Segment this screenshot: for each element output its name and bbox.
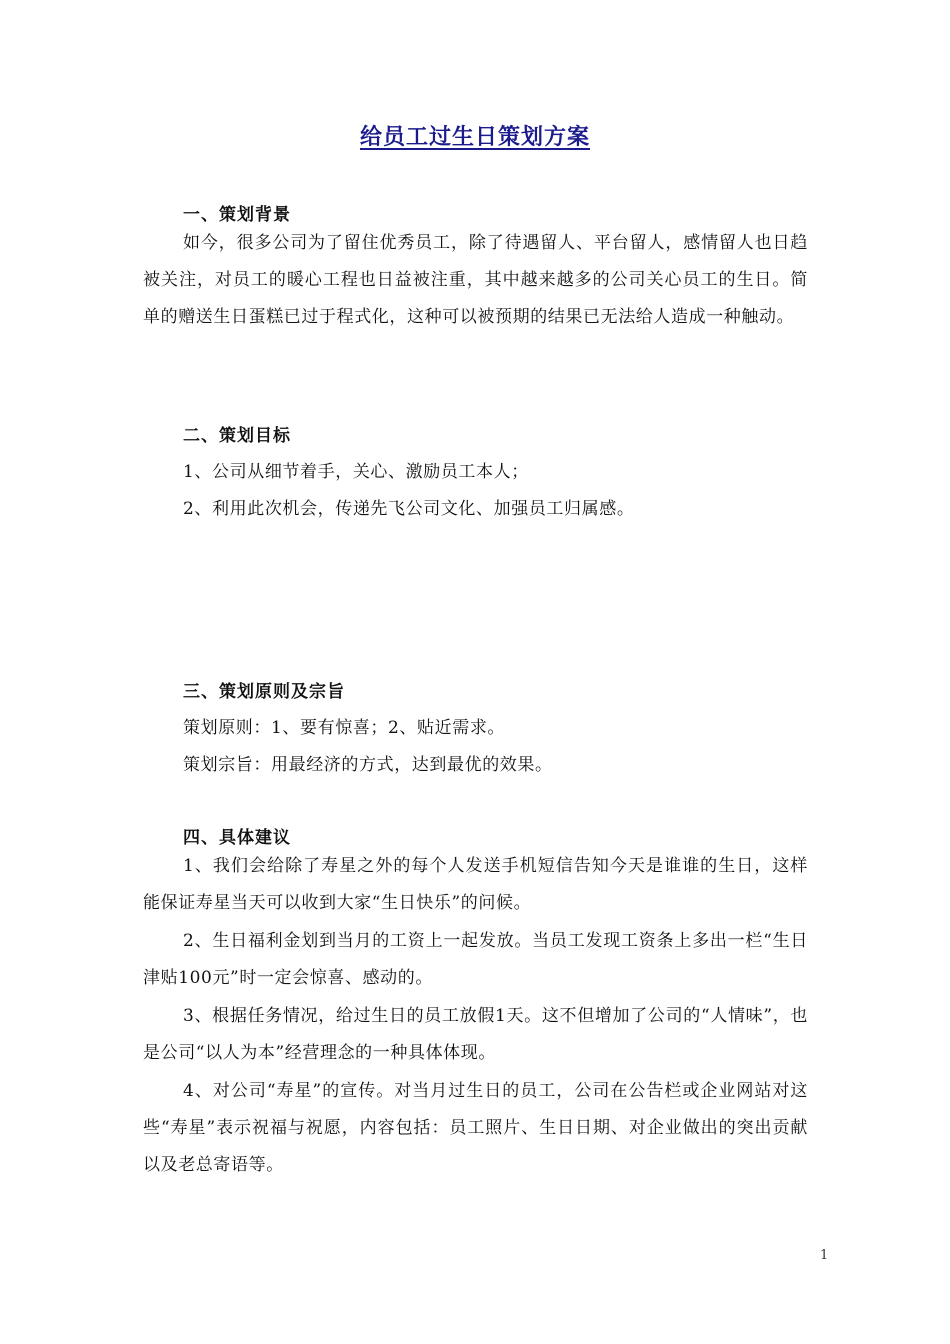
- background-paragraph: 如今，很多公司为了留住优秀员工，除了待遇留人、平台留人，感情留人也日趋被关注，对员工的暖心工程也日益被注重，其中越来越多的公司关心员工的生日。简单的赠送生日蛋糕已过于程式化，这种可以被预期的结果已无法给人造成一种触动。: [143, 233, 808, 327]
- goal-item-1: 1、公司从细节着手，关心、激励员工本人；: [183, 462, 529, 482]
- suggestion-item-3: 3、根据任务情况，给过生日的员工放假1天。这不但增加了公司的“人情味”，也是公司“以人为本”经营理念的一种具体体现。: [143, 1006, 808, 1063]
- goal-item-2: 2、利用此次机会，传递先飞公司文化、加强员工归属感。: [183, 499, 635, 519]
- purpose-item: 策划宗旨：用最经济的方式，达到最优的效果。: [183, 755, 553, 775]
- principle-item: 策划原则：1、要有惊喜；2、贴近需求。: [183, 718, 506, 738]
- suggestion-item-4: 4、对公司“寿星”的宣传。对当月过生日的员工，公司在公告栏或企业网站对这些“寿星”表示祝福与祝愿，内容包括：员工照片、生日日期、对企业做出的突出贡献以及老总寄语等。: [143, 1081, 808, 1175]
- section-heading-suggestions: 四、具体建议: [183, 828, 291, 848]
- suggestion-item-1: 1、我们会给除了寿星之外的每个人发送手机短信告知今天是谁谁的生日，这样能保证寿星当天可以收到大家“生日快乐”的问候。: [143, 856, 808, 913]
- section-heading-principles: 三、策划原则及宗旨: [183, 682, 345, 702]
- suggestion-item-2: 2、生日福利金划到当月的工资上一起发放。当员工发现工资条上多出一栏“生日津贴100元”时一定会惊喜、感动的。: [143, 931, 808, 988]
- section-heading-background: 一、策划背景: [183, 205, 291, 225]
- document-title: 给员工过生日策划方案: [359, 124, 590, 150]
- section-heading-goals: 二、策划目标: [183, 426, 291, 446]
- page-number: 1: [820, 1248, 829, 1263]
